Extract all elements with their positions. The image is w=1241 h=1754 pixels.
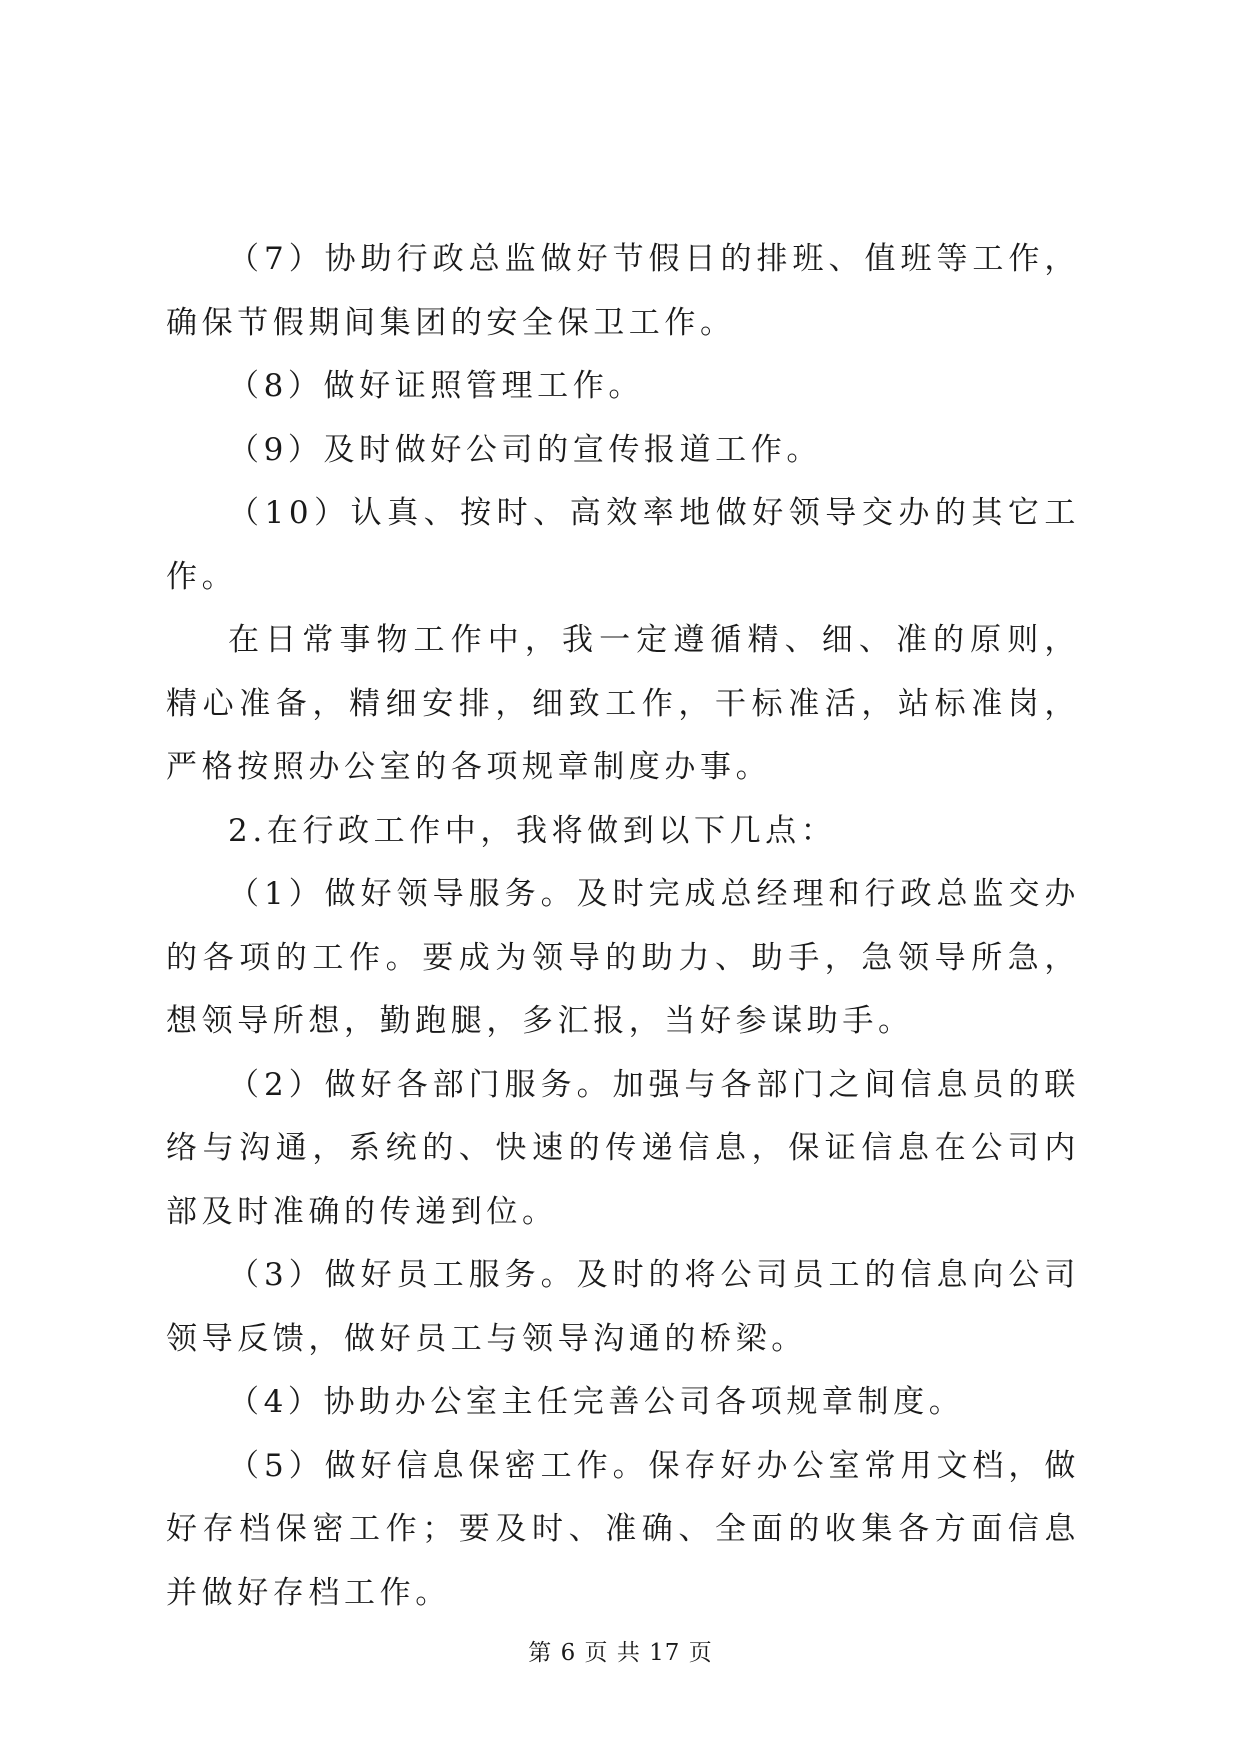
paragraph-item-2: （2）做好各部门服务。加强与各部门之间信息员的联络与沟通，系统的、快速的传递信息，保证信息在公司内部及时准确的传递到位。 bbox=[166, 1066, 1080, 1230]
paragraph-item-5: （5）做好信息保密工作。保存好办公室常用文档，做好存档保密工作；要及时、准确、全面的收集各方面信息并做好存档工作。 bbox=[166, 1447, 1080, 1611]
paragraph-item-10: （10）认真、按时、高效率地做好领导交办的其它工作。 bbox=[166, 495, 1080, 595]
paragraph-daily-work: 在日常事物工作中，我一定遵循精、细、准的原则，精心准备，精细安排，细致工作，干标准活，站标准岗，严格按照办公室的各项规章制度办事。 bbox=[166, 622, 1080, 785]
paragraph-item-1: （1）做好领导服务。及时完成总经理和行政总监交办的各项的工作。要成为领导的助力、助手，急领导所急，想领导所想，勤跑腿，多汇报，当好参谋助手。 bbox=[166, 876, 1080, 1039]
paragraph-item-8: （8）做好证照管理工作。 bbox=[228, 368, 644, 404]
paragraph-item-7: （7）协助行政总监做好节假日的排班、值班等工作，确保节假期间集团的安全保卫工作。 bbox=[166, 241, 1080, 341]
document-body bbox=[166, 228, 1080, 1625]
paragraph-item-3: （3）做好员工服务。及时的将公司员工的信息向公司领导反馈，做好员工与领导沟通的桥梁。 bbox=[166, 1257, 1080, 1357]
section-heading-admin-work: 2.在行政工作中，我将做到以下几点： bbox=[228, 812, 837, 849]
paragraph-item-4: （4）协助办公室主任完善公司各项规章制度。 bbox=[228, 1384, 965, 1420]
page-number-footer: 第 6 页 共 17 页 bbox=[528, 1640, 713, 1666]
paragraph-item-9: （9）及时做好公司的宣传报道工作。 bbox=[228, 431, 822, 468]
